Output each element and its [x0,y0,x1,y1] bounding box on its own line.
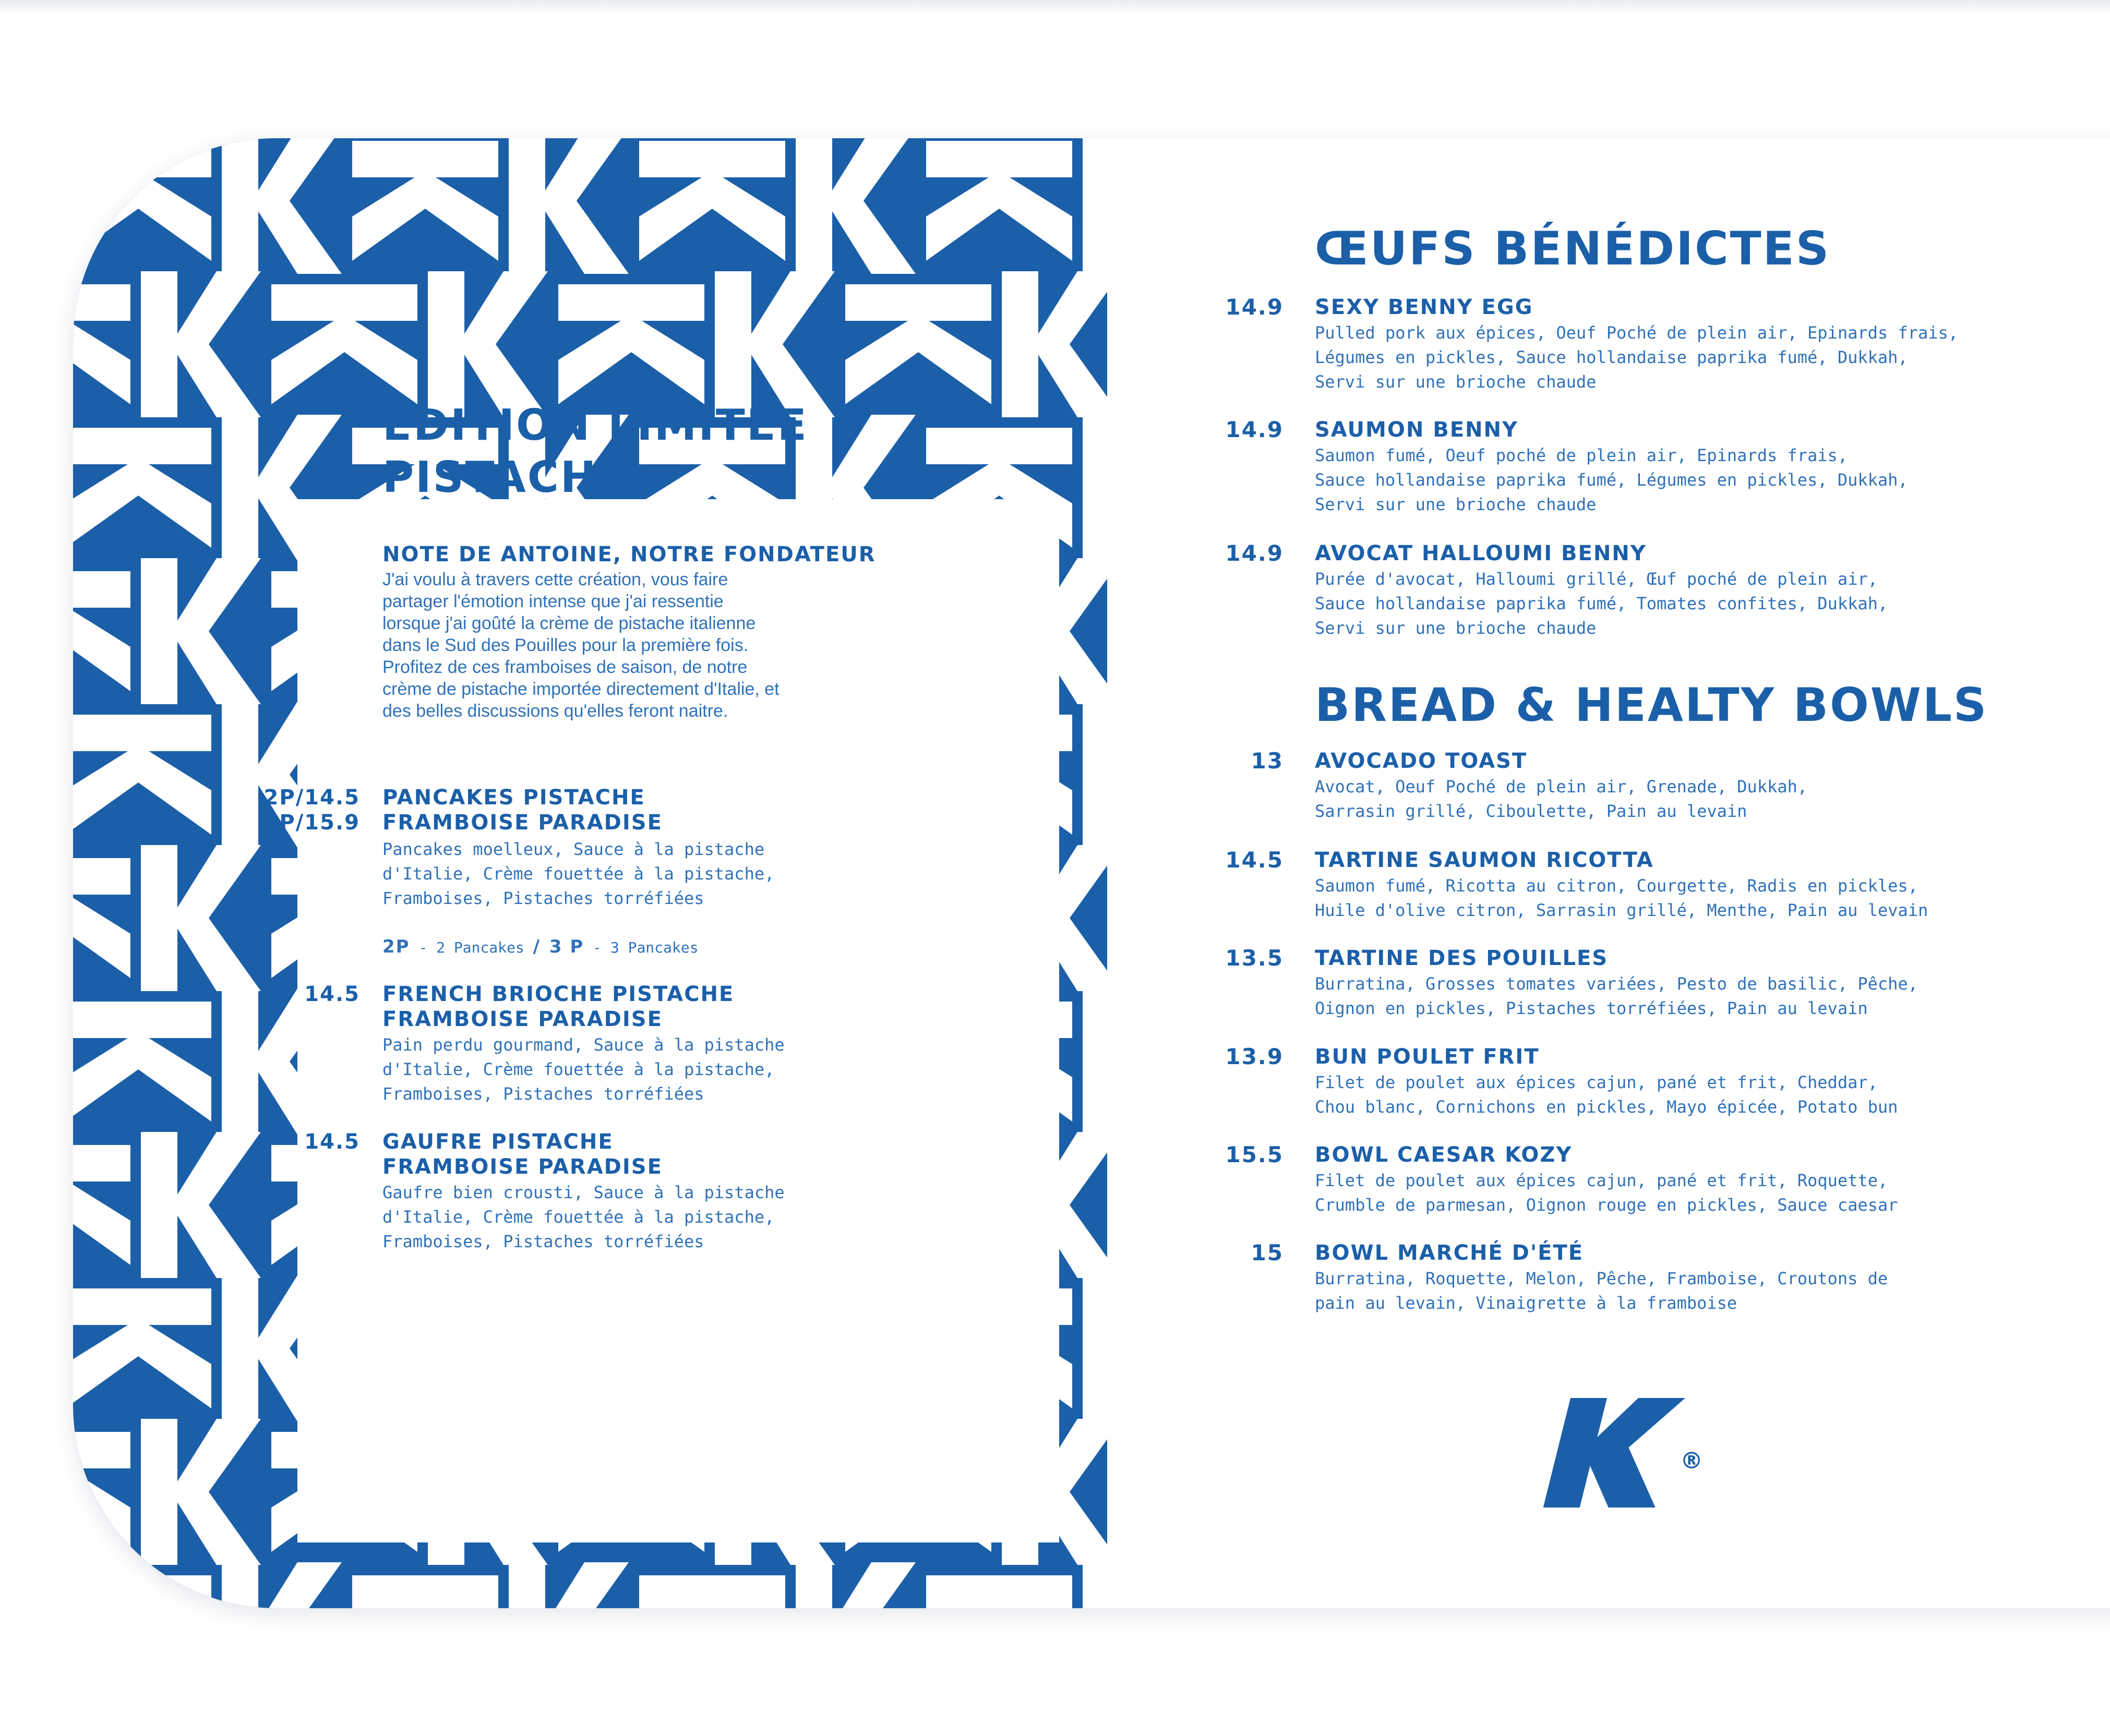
legend-code: 3 P [549,936,584,957]
desc-line: Burratina, Grosses tomates variées, Pesto de basilic, Pêche, [1315,974,1918,994]
top-edge-shadow [0,0,2110,15]
k-logo-icon [1543,1398,1685,1508]
menu-item-description [382,1180,785,1254]
price-2p: 2P/14.5 [263,786,360,810]
menu-item-name: AVOCAT HALLOUMI BENNY [1315,541,1647,565]
menu-item-price [224,982,360,1007]
desc-line: Saumon fumé, Oeuf poché de plein air, Epinards frais, [1315,445,1848,465]
desc-line: Framboises, Pistaches torréfiées [382,1084,704,1104]
item-name-line: FRAMBOISE PARADISE [382,1007,663,1031]
item-name-line: GAUFRE PISTACHE [382,1130,614,1154]
desc-line: Sarrasin grillé, Ciboulette, Pain au levain [1315,801,1747,821]
note-line: J'ai voulu à travers cette création, vous faire [382,570,728,589]
desc-line: Pancakes moelleux, Sauce à la pistache [382,839,765,859]
desc-line: Pulled pork aux épices, Oeuf Poché de plein air, Epinards frais, [1315,323,1958,343]
desc-line: Chou blanc, Cornichons en pickles, Mayo épicée, Potato bun [1315,1097,1898,1117]
desc-line: Burratina, Roquette, Melon, Pêche, Framboise, Croutons de [1315,1269,1888,1288]
menu-item-price: 14.9 [1225,417,1284,442]
menu-item-name: SEXY BENNY EGG [1315,295,1533,319]
desc-line: Servi sur une brioche chaude [1315,618,1597,638]
desc-line: Légumes en pickles, Sauce hollandaise paprika fumé, Dukkah, [1315,347,1908,367]
item-name-line: FRAMBOISE PARADISE [382,811,663,835]
menu-item-description [1315,972,1918,1021]
k-pattern-glyph [1083,1275,1107,1421]
desc-line: Filet de poulet aux épices cajun, pané et frit, Roquette, [1315,1171,1888,1190]
menu-item-name [382,785,663,835]
menu-item-description [1315,874,1928,923]
legend-separator: / [533,936,541,957]
section-title-oeufs: ŒUFS BÉNÉDICTES [1315,222,1831,275]
desc-line: Framboises, Pistaches torréfiées [382,1232,704,1251]
note-line: Profitez de ces framboises de saison, de notre [382,657,748,677]
menu-item-name: AVOCADO TOAST [1315,749,1528,773]
limited-edition-title: ÉDITION LIMITÉE [382,401,808,450]
menu-item-description [1315,443,1908,517]
portion-legend [382,936,698,957]
desc-line: Purée d'avocat, Halloumi grillé, Œuf poché de plein air, [1315,569,1878,589]
menu-item-description [1315,567,1888,641]
menu-item-price: 14.9 [1225,294,1284,320]
desc-line: d'Italie, Crème fouettée à la pistache, [382,864,775,884]
note-line: lorsque j'ai goûté la crème de pistache italienne [382,613,756,633]
item-name-line: FRENCH BRIOCHE PISTACHE [382,982,735,1006]
menu-item-price: 13.5 [1225,945,1284,971]
menu-item-description [1315,1070,1898,1119]
desc-line: Pain perdu gourmand, Sauce à la pistache [382,1035,785,1055]
menu-item-price: 15.5 [1225,1142,1284,1167]
note-line: partager l'émotion intense que j'ai ressentie [382,592,724,611]
desc-line: Sauce hollandaise paprika fumé, Légumes en pickles, Dukkah, [1315,470,1908,490]
menu-item-price: 15 [1251,1240,1284,1265]
k-pattern-glyph [1083,138,1107,274]
menu-item-price [224,785,360,835]
menu-item-price: 14.5 [1225,847,1284,873]
menu-item-description [1315,321,1958,394]
founder-note-heading: NOTE DE ANTOINE, NOTRE FONDATEUR [382,542,876,566]
menu-item-price: 13.9 [1225,1044,1284,1069]
desc-line: Framboises, Pistaches torréfiées [382,888,704,908]
k-pattern-glyph [1083,702,1107,848]
note-line: dans le Sud des Pouilles pour la première fois. [382,635,749,655]
legend-code: 2P [382,936,410,957]
k-pattern-glyph [1083,415,1107,561]
desc-line: d'Italie, Crème fouettée à la pistache, [382,1207,775,1227]
menu-item-price: 13 [1251,748,1284,774]
menu-item-description [1315,1267,1888,1316]
note-line: crème de pistache importée directement d'Italie, et [382,679,780,699]
menu-item-description [382,1033,785,1106]
section-title-bread-bowls: BREAD & HEALTY BOWLS [1315,678,1988,732]
desc-line: Servi sur une brioche chaude [1315,495,1597,514]
menu-item-price [224,1129,360,1154]
limited-edition-subtitle: PISTACHE [382,453,629,502]
menu-item-name [382,1129,663,1179]
desc-line: pain au levain, Vinaigrette à la framboise [1315,1293,1737,1313]
menu-item-name: BOWL CAESAR KOZY [1315,1143,1573,1167]
menu-item-name: BOWL MARCHÉ D'ÉTÉ [1315,1241,1584,1265]
registered-mark: ® [1680,1448,1705,1474]
price: 14.5 [304,982,360,1006]
item-name-line: FRAMBOISE PARADISE [382,1155,663,1179]
desc-line: d'Italie, Crème fouettée à la pistache, [382,1059,775,1079]
k-pattern-glyph [926,1575,1072,1608]
desc-line: Filet de poulet aux épices cajun, pané et frit, Cheddar, [1315,1072,1878,1092]
legend-text: - 2 Pancakes [418,939,524,956]
desc-line: Servi sur une brioche chaude [1315,372,1597,392]
menu-item-description [1315,1168,1898,1217]
price: 14.5 [304,1130,360,1154]
k-pattern-glyph [352,1575,498,1608]
desc-line: Oignon en pickles, Pistaches torréfiées, Pain au levain [1315,998,1868,1018]
desc-line: Huile d'olive citron, Sarrasin grillé, Menthe, Pain au levain [1315,900,1928,920]
note-line: des belles discussions qu'elles feront naitre. [382,701,728,721]
desc-line: Saumon fumé, Ricotta au citron, Courgette, Radis en pickles, [1315,876,1918,896]
menu-item-name: BUN POULET FRIT [1315,1045,1540,1069]
menu-item-name: TARTINE SAUMON RICOTTA [1315,848,1654,872]
k-pattern-glyph [73,1575,211,1608]
k-pattern-glyph [1083,988,1107,1135]
legend-text: - 3 Pancakes [593,939,699,956]
menu-item-name: TARTINE DES POUILLES [1315,946,1609,970]
desc-line: Crumble de parmesan, Oignon rouge en pickles, Sauce caesar [1315,1195,1898,1215]
founder-note-text [382,569,920,722]
desc-line: Sauce hollandaise paprika fumé, Tomates confites, Dukkah, [1315,594,1888,613]
k-pattern-glyph [1083,1562,1107,1608]
menu-item-description [1315,775,1807,824]
menu-item-name [382,982,734,1032]
item-name-line: PANCAKES PISTACHE [382,786,645,810]
desc-line: Gaufre bien crousti, Sauce à la pistache [382,1183,785,1202]
k-pattern-glyph [639,1575,785,1608]
menu-item-name: SAUMON BENNY [1315,418,1518,442]
price-3p: 3P/15.9 [263,811,360,835]
menu-item-description [382,837,774,911]
menu-item-price: 14.9 [1225,540,1284,566]
desc-line: Avocat, Oeuf Poché de plein air, Grenade, Dukkah, [1315,777,1808,797]
